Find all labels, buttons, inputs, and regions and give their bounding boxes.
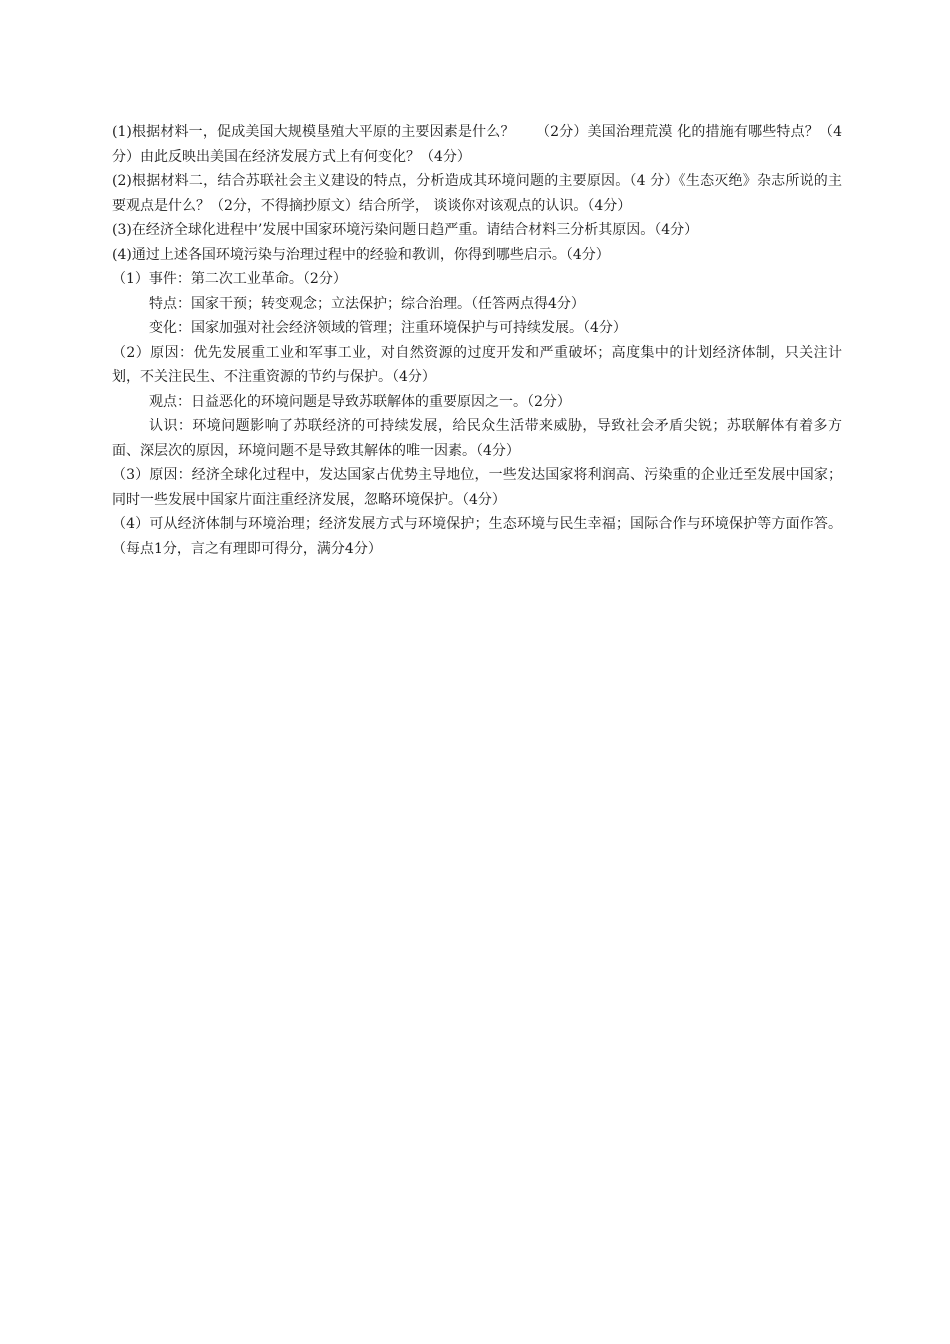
answer-1-event: （1）事件：第二次工业革命。（2分） bbox=[112, 271, 347, 287]
answer-2-view: 观点：日益恶化的环境问题是导致苏联解体的重要原因之一。（2分） bbox=[149, 393, 571, 410]
answer-2-reason: （2）原因：优先发展重工业和军事工业，对自然资源的过度开发和严重破坏；高度集中的计划经济体制，只关注计划，不关注民生、不注重资源的节约与保护。（4分） bbox=[112, 344, 842, 385]
answer-1-change: 变化：国家加强对社会经济领域的管理；注重环境保护与可持续发展。（4分） bbox=[149, 320, 627, 336]
answer-4: （4）可从经济体制与环境治理；经济发展方式与环境保护；生态环境与民生幸福；国际合作与环境保护等方面作答。（每点1分，言之有理即可得分，满分4分） bbox=[112, 516, 842, 557]
question-3: (3)在经济全球化进程中’发展中国家环境污染问题日趋严重。请结合材料三分析其原因。（4分） bbox=[112, 222, 699, 238]
answer-3-reason: （3）原因：经济全球化过程中，发达国家占优势主导地位，一些发达国家将利润高、污染重的企业迁至发展中国家；同时一些发展中国家片面注重经济发展，忽略环境保护。（4分） bbox=[112, 467, 842, 508]
question-1: (1)根据材料一，促成美国大规模垦殖大平原的主要因素是什么？ （2分）美国治理荒漠 化的措施有哪些特点？（4分）由此反映出美国在经济发展方式上有何变化？（4分） bbox=[112, 124, 842, 165]
answer-2-opinion: 认识：环境问题影响了苏联经济的可持续发展，给民众生活带来威胁，导致社会矛盾尖锐；苏联解体有着多方面、深层次的原因，环境问题不是导致其解体的唯一因素。（4分） bbox=[112, 418, 842, 459]
document-page bbox=[112, 120, 842, 561]
question-2: (2)根据材料二，结合苏联社会主义建设的特点，分析造成其环境问题的主要原因。（4 分）《生态灭绝》杂志所说的主要观点是什么？（2分，不得摘抄原文）结合所学， 谈谈你对该观点的认识。（4分） bbox=[112, 173, 842, 214]
answer-1-features: 特点：国家干预；转变观念；立法保护；综合治理。（任答两点得4分） bbox=[149, 295, 585, 312]
question-4: (4)通过上述各国环境污染与治理过程中的经验和教训，你得到哪些启示。（4分） bbox=[112, 246, 610, 263]
